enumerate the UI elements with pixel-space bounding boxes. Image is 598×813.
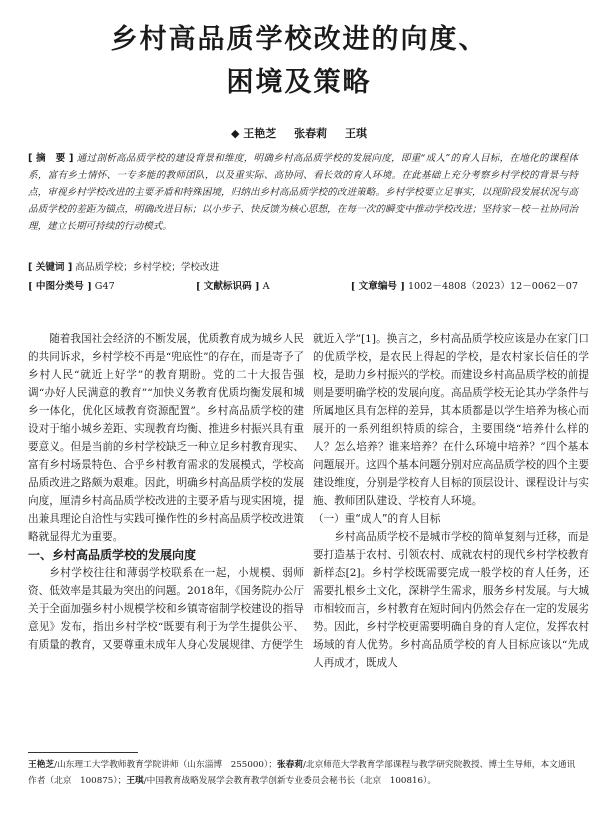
doc-code-value: A [262, 281, 270, 292]
article-number-field [351, 278, 578, 292]
footnote-affiliation-1: /山东理工大学教师教育学院讲师（山东淄博 255000）； [54, 760, 277, 770]
section-heading: 一、乡村高品质学校的发展向度 [28, 548, 197, 562]
article-metadata [28, 278, 578, 292]
body-paragraph: 随着我国社会经济的不断发展，优质教育成为城乡人民的共同诉求，乡村学校不再是“兜底性”的存在，而是寄予了乡村人民“就近上好学”的教育期盼。党的二十大报告强调“办好人民满意的教育”“加快义务教育优质均衡发展和城乡一体化，优化区域教育资源配置”。乡村高品质学校的建设对于缩小城乡差距、实现教育均衡、推进乡村振兴具有重要意义。但是当前的乡村学校缺乏一种立足乡村教育现实、富有乡村场景特色、合乎乡村教育需求的发展模式，学校高品质改进之路颇为艰难。因此，明确乡村高品质学校的发展向度，厘清乡村高品质学校改进的主要矛盾与现实困境，提出兼具理论自洽性与实践可操作性的乡村高品质学校改进策略就显得尤为重要。 [28, 333, 304, 543]
author-1: ◆ 王艳芝 [231, 127, 277, 140]
clc-label: [ 中图分类号 ] [28, 281, 92, 292]
keywords [28, 259, 578, 276]
keywords-text: 高品质学校；乡村学校；学校改进 [75, 262, 220, 273]
body-paragraph: 乡村学校往往和薄弱学校联系在一起，小规模、弱师资、低效率是其最为突出的问题。2018年，《国务院办公厅关于全面加强乡村小规模学校和乡镇寄宿制学校建设的指导意见》发布，指出乡村学校“既要有利于为学生提供公平、有质量的教育，又要尊重未成年人身心发展规律、方便学生 [28, 567, 304, 651]
body-paragraph: 就近入学”[1]。换言之，乡村高品质学校应该是办在家门口的优质学校，是农民上得起的学校，是农村家长信任的学校，是助力乡村振兴的学校。而建设乡村高品质学校的前提则是要明确学校的发展向度。高品质学校无论其办学条件与所属地区具有怎样的差异，其本质都是以学生培养为核心而展开的一系列组织特质的综合，主要围绕“培养什么样的人？怎么培养？谁来培养？在什么环境中培养？”四个基本问题展开。这四个基本问题分别对应高品质学校的四个主要建设维度，分别是学校育人目标的顶层设计、课程设计与实施、教师团队建设、学校育人环境。 [313, 333, 589, 507]
article-number-value: 1002－4808（2023）12－0062－07 [407, 281, 578, 292]
doc-code-field [196, 278, 270, 292]
abstract-label: [ 摘 要 ] [28, 153, 74, 164]
author-list [0, 125, 598, 141]
clc-field [28, 278, 115, 292]
footnote-author-3: 王琪 [126, 776, 144, 786]
author-2: 张春莉 [294, 127, 328, 140]
abstract-text: 通过剖析高品质学校的建设背景和维度，明确乡村高品质学校的发展向度，即重“成人”的育人目标，在地化的课程体系，富有乡土情怀、一专多能的教师团队，以及重实际、高协同、看长效的育人环境。在此基础上充分考察乡村学校的背景与特点，审视乡村学校改进的主要矛盾和特殊困境，归纳出乡村高品质学校的改进策略。乡村学校要立足事实，以现阶段发展状况与高品质学校的差距为锚点，明确改进目标；以小步子、快反馈为核心思想，在每一次的瞬变中推动学校改进；坚持家－校－社协同治理，建立长期可持续的行动模式。 [28, 153, 578, 232]
keywords-label: [ 关键词 ] [28, 262, 73, 273]
body-paragraph: 乡村高品质学校不是城市学校的简单复刻与迁移，而是要打造基于农村、引领农村、成就农村的现代乡村学校教育新样态[2]。乡村学校既需要完成一般学校的育人任务，还需要扎根乡土文化，深耕学生需求，服务乡村发展。与大城市相较而言，乡村教育在短时间内仍然会存在一定的发展劣势。因此，乡村学校更需要明确自身的育人定位，发挥农村场域的育人优势。乡村高品质学校的育人目标应该以“先成人再成才，既成人 [313, 531, 589, 669]
footnote-author-1: 王艳芝 [28, 760, 55, 770]
paper-title-line1: 乡村高品质学校改进的向度、 [110, 24, 488, 55]
author-footnote [28, 757, 580, 789]
article-number-label: [ 文章编号 ] [350, 281, 405, 292]
subsection-heading: （一）重“成人”的育人目标 [313, 513, 441, 525]
right-column [313, 330, 589, 672]
footnote-affiliation-2: /北京师范大学教育学部课程与教学研究院教授、博士生导师，本文通讯作者（北京 100875）； [28, 760, 576, 786]
doc-code-label: [ 文献标识码 ] [195, 281, 260, 292]
footnote-divider [28, 752, 138, 753]
left-column [28, 330, 304, 654]
author-3: 王琪 [344, 127, 367, 140]
footnote-author-2: 张春莉 [276, 760, 303, 770]
abstract [28, 150, 578, 235]
paper-title-line2: 困境及策略 [226, 67, 372, 98]
footnote-affiliation-3: /中国教育战略发展学会教育教学创新专业委员会秘书长（北京 100816）。 [143, 776, 437, 786]
clc-value: G47 [94, 281, 115, 292]
